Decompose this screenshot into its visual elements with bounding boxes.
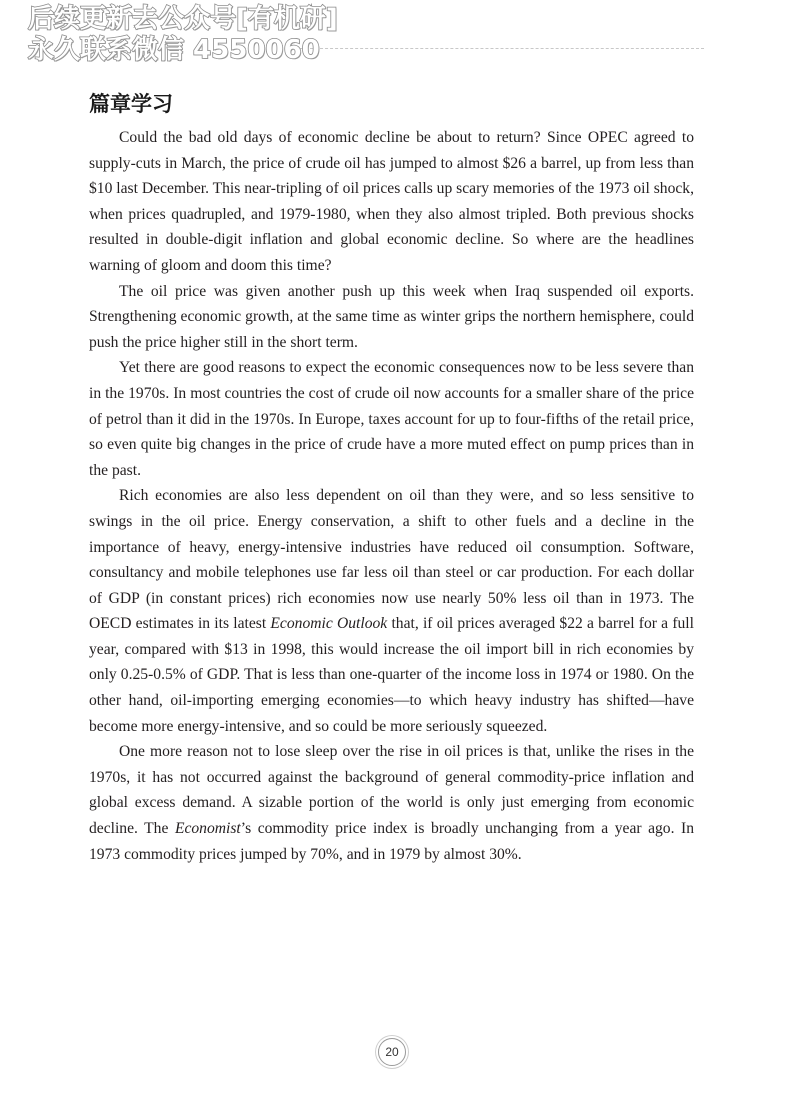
paragraph-2-text: The oil price was given another push up this week when Iraq suspended oil exports. Strengthening economic growth, at the same time as winter grips the northern hemisphere, could push the price higher still in the short term. <box>89 282 694 351</box>
publication-title-economic-outlook: Economic Outlook <box>270 615 388 633</box>
header-divider <box>300 48 704 49</box>
paragraph-5-text-a: One more reason not to lose sleep over the rise in oil prices is that, unlike the rises in the 1970s, it has not occurred against the background of general commodity-price inflation and global excess demand. A sizable portion of the world is only just emerging from economic decline. The <box>89 743 694 838</box>
watermark <box>28 4 348 66</box>
paragraph-5 <box>89 739 694 867</box>
paragraph-3-text: Yet there are good reasons to expect the economic consequences now to be less severe than in the 1970s. In most countries the cost of crude oil now accounts for a smaller share of the price of petrol than it did in the 1970s. In Europe, taxes account for up to four-fifths of the retail price, so even quite big changes in the price of crude have a more muted effect on pump prices than in the past. <box>89 359 694 479</box>
paragraph-1 <box>89 125 694 279</box>
watermark-line-1: 后续更新去公众号[有机研] <box>28 4 338 34</box>
paragraph-2 <box>89 279 694 356</box>
watermark-line-2: 永久联系微信 4550060 <box>28 35 320 65</box>
paragraph-4-text-a: Rich economies are also less dependent on oil than they were, and so less sensitive to swings in the oil price. Energy conservation, a shift to other fuels and a decline in the importance of heavy, energy-intensive industries have reduced oil consumption. Software, consultancy and mobile telephones use far less oil than steel or car production. For each dollar of GDP (in constant prices) rich economies now use nearly 50% less oil than in 1973. The OECD estimates in its latest <box>89 487 694 633</box>
article-body <box>89 125 694 867</box>
publication-title-economist: Economist <box>174 820 241 838</box>
section-title: 篇章学习 <box>89 92 173 116</box>
paragraph-4 <box>89 483 694 739</box>
paragraph-5-text-b: ’s commodity price index is broadly unchanging from a year ago. In 1973 commodity prices jumped by 70%, and in 1979 by almost 30%. <box>89 820 694 863</box>
page-number: 20 <box>378 1038 406 1066</box>
paragraph-1-text: Could the bad old days of economic decline be about to return? Since OPEC agreed to supply-cuts in March, the price of crude oil has jumped to almost $26 a barrel, up from less than $10 last December. This near-tripling of oil prices calls up scary memories of the 1973 oil shock, when prices quadrupled, and 1979-1980, when they also almost tripled. Both previous shocks resulted in double-digit inflation and global economic decline. So where are the headlines warning of gloom and doom this time? <box>89 129 694 274</box>
paragraph-4-text-b: that, if oil prices averaged $22 a barrel for a full year, compared with $13 in 1998, this would increase the oil import bill in rich economies by only 0.25-0.5% of GDP. That is less than one-quarter of the income loss in 1974 or 1980. On the other hand, oil-importing emerging economies—to which heavy industry has shifted—have become more energy-intensive, and so could be more seriously squeezed. <box>89 615 694 735</box>
paragraph-3 <box>89 355 694 483</box>
